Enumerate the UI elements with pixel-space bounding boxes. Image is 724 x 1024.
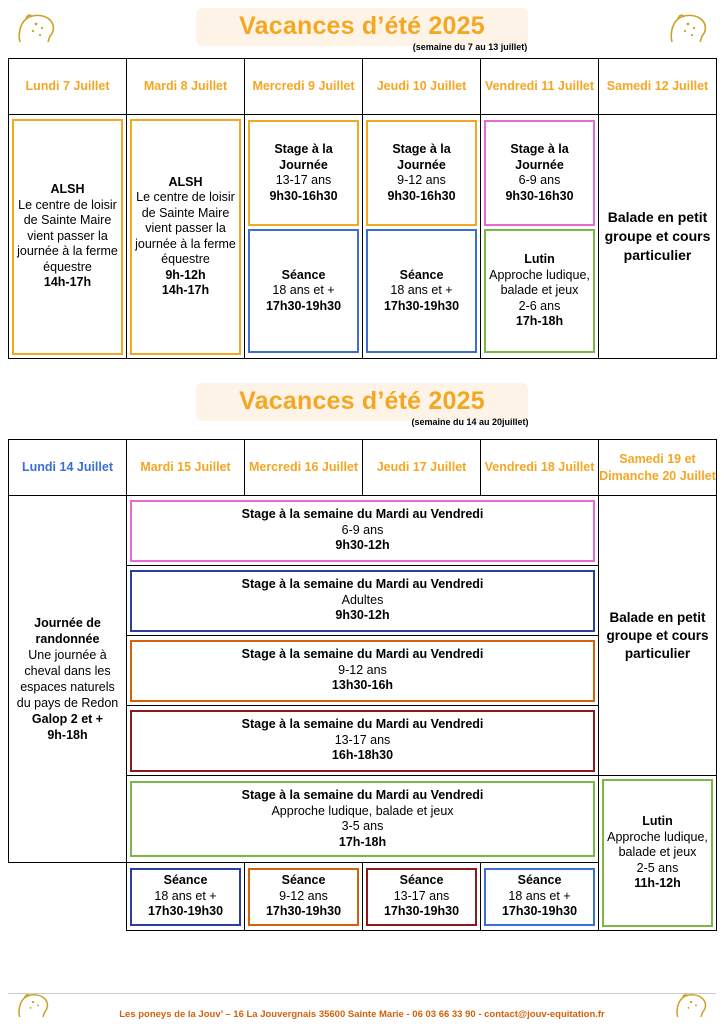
seance2-title: Séance (281, 873, 326, 888)
seance3-age: 13-17 ans (393, 888, 450, 903)
cell-balade-weekend (599, 496, 717, 776)
day-header-lundi-7: Lundi 7 Juillet (9, 59, 127, 115)
day-header-vendredi-11: Vendredi 11 Juillet (481, 59, 599, 115)
header-week-2 (0, 373, 724, 439)
cell-lundi-7 (9, 115, 127, 359)
alsh-lundi-desc: Le centre de loisir de Sainte Maire vient passer la journée à la ferme équestre (17, 197, 118, 274)
cell-seance-vendredi (481, 863, 599, 931)
cell-lutin-weekend (599, 776, 717, 931)
day-header-samedi-12: Samedi 12 Juillet (599, 59, 717, 115)
balade-samedi-text: Balade en petit groupe et cours particulier (604, 209, 711, 263)
footer-contact: Les poneys de la Jouv’ – 16 La Jouvergnais 35600 Sainte Marie - 06 03 66 33 90 - contact@jouv-equitation.fr (119, 1009, 605, 1020)
day-header-weekend-19-20: Samedi 19 et Dimanche 20 Juillet (599, 440, 717, 496)
day-header-mercredi-9: Mercredi 9 Juillet (245, 59, 363, 115)
day-header-vendredi-18: Vendredi 18 Juillet (481, 440, 599, 496)
page-title-1: Vacances d’été 2025 (239, 12, 485, 40)
stage1-age: 6-9 ans (341, 522, 384, 537)
lutin-weekend-title: Lutin (642, 814, 673, 829)
day-header-jeudi-10: Jeudi 10 Juillet (363, 59, 481, 115)
stage-jeudi-hours: 9h30-16h30 (387, 188, 456, 203)
week-2-header-row (9, 440, 717, 496)
lutin-weekend-age: 2-5 ans (636, 860, 679, 875)
stage3-title: Stage à la semaine du Mardi au Vendredi (241, 647, 484, 662)
lutin-vendredi-desc: Approche ludique, balade et jeux (489, 267, 590, 298)
stage5-desc: Approche ludique, balade et jeux (271, 803, 454, 818)
stage-vendredi-hours: 9h30-16h30 (505, 188, 574, 203)
day-header-mardi-15: Mardi 15 Juillet (127, 440, 245, 496)
alsh-lundi-hours: 14h-17h (43, 275, 92, 290)
lutin-vendredi-age: 2-6 ans (518, 298, 561, 313)
day-header-lundi-14: Lundi 14 Juillet (9, 440, 127, 496)
footer-divider (8, 993, 716, 994)
week-1-header-row (9, 59, 717, 115)
page-subtitle-1: (semaine du 7 au 13 juillet) (412, 42, 528, 52)
balade-weekend-text: Balade en petit groupe et cours particulier (606, 609, 709, 661)
stage5-hours: 17h-18h (338, 834, 387, 849)
seance2-age: 9-12 ans (279, 888, 328, 903)
seance-mercredi-title: Séance (281, 267, 326, 282)
seance-jeudi-title: Séance (399, 267, 444, 282)
lutin-weekend-desc: Approche ludique, balade et jeux (607, 829, 708, 860)
week-1-table (8, 58, 717, 359)
seance1-hours: 17h30-19h30 (147, 904, 224, 919)
day-header-mardi-8: Mardi 8 Juillet (127, 59, 245, 115)
stage-mercredi-hours: 9h30-16h30 (269, 188, 338, 203)
stage5-title: Stage à la semaine du Mardi au Vendredi (241, 788, 484, 803)
cell-samedi-12 (599, 115, 717, 359)
alsh-lundi-title: ALSH (50, 182, 85, 197)
seance-mercredi-hours: 17h30-19h30 (265, 298, 342, 313)
alsh-mardi-hours-1: 9h-12h (165, 267, 206, 282)
stage-mercredi-title: Stage à la Journée (274, 142, 333, 172)
seance4-age: 18 ans et + (508, 888, 571, 903)
stage-vendredi-age: 6-9 ans (518, 173, 561, 187)
stage-mercredi-age: 13-17 ans (275, 173, 332, 187)
cell-stage-13-17 (127, 706, 599, 776)
stage3-hours: 13h30-16h (331, 678, 394, 693)
page-title-2: Vacances d’été 2025 (239, 387, 485, 415)
rando-hours: 9h-18h (47, 728, 88, 743)
cell-seance-jeudi (363, 863, 481, 931)
cell-mercredi-9 (245, 115, 363, 359)
horse-head-icon-right (666, 12, 710, 48)
alsh-mardi-desc: Le centre de loisir de Sainte Maire vient passer la journée à la ferme équestre (135, 190, 236, 266)
cell-seance-mardi (127, 863, 245, 931)
seance-jeudi-hours: 17h30-19h30 (383, 298, 460, 313)
week-1-content-row (9, 115, 717, 359)
seance-jeudi-age: 18 ans et + (390, 283, 453, 298)
seance2-hours: 17h30-19h30 (265, 904, 342, 919)
seance3-hours: 17h30-19h30 (383, 904, 460, 919)
seance-mercredi-age: 18 ans et + (272, 283, 335, 298)
cell-randonnee (9, 496, 127, 863)
seance4-title: Séance (517, 873, 562, 888)
stage3-age: 9-12 ans (338, 662, 387, 677)
rando-desc: Une journée à cheval dans les espaces naturels du pays de Redon (16, 648, 119, 711)
cell-seance-mercredi (245, 863, 363, 931)
stage4-title: Stage à la semaine du Mardi au Vendredi (241, 717, 484, 732)
seance3-title: Séance (399, 873, 444, 888)
stage1-hours: 9h30-12h (335, 538, 390, 553)
week-2-row-stage-1 (9, 496, 717, 566)
seance1-title: Séance (163, 873, 208, 888)
stage-vendredi-title: Stage à la Journée (510, 142, 569, 172)
stage2-title: Stage à la semaine du Mardi au Vendredi (241, 577, 484, 592)
stage4-age: 13-17 ans (334, 732, 391, 747)
cell-stage-9-12 (127, 636, 599, 706)
rando-niveau: Galop 2 et + (31, 712, 104, 727)
stage2-age: Adultes (341, 592, 384, 607)
rando-title: Journée de randonnée (34, 616, 101, 647)
cell-vendredi-11 (481, 115, 599, 359)
cell-mardi-8 (127, 115, 245, 359)
alsh-mardi-hours-2: 14h-17h (161, 283, 210, 297)
stage-jeudi-age: 9-12 ans (397, 173, 446, 187)
seance4-hours: 17h30-19h30 (501, 904, 578, 919)
day-header-jeudi-17: Jeudi 17 Juillet (363, 440, 481, 496)
lutin-vendredi-title: Lutin (524, 252, 555, 267)
stage1-title: Stage à la semaine du Mardi au Vendredi (241, 507, 484, 522)
stage2-hours: 9h30-12h (335, 608, 390, 623)
cell-stage-3-5 (127, 776, 599, 863)
week-2-table (8, 439, 717, 931)
page-subtitle-2: (semaine du 14 au 20juillet) (411, 417, 529, 427)
cell-stage-6-9 (127, 496, 599, 566)
stage4-hours: 16h-18h30 (331, 748, 394, 763)
cell-jeudi-10 (363, 115, 481, 359)
seance1-age: 18 ans et + (154, 888, 217, 903)
stage-jeudi-title: Stage à la Journée (392, 142, 451, 172)
day-header-mercredi-16: Mercredi 16 Juillet (245, 440, 363, 496)
alsh-mardi-title: ALSH (168, 174, 203, 189)
lutin-weekend-hours: 11h-12h (634, 876, 681, 891)
stage5-age: 3-5 ans (341, 819, 384, 834)
lutin-vendredi-hours: 17h-18h (515, 314, 564, 329)
header-week-1 (0, 0, 724, 58)
cell-stage-adultes (127, 566, 599, 636)
